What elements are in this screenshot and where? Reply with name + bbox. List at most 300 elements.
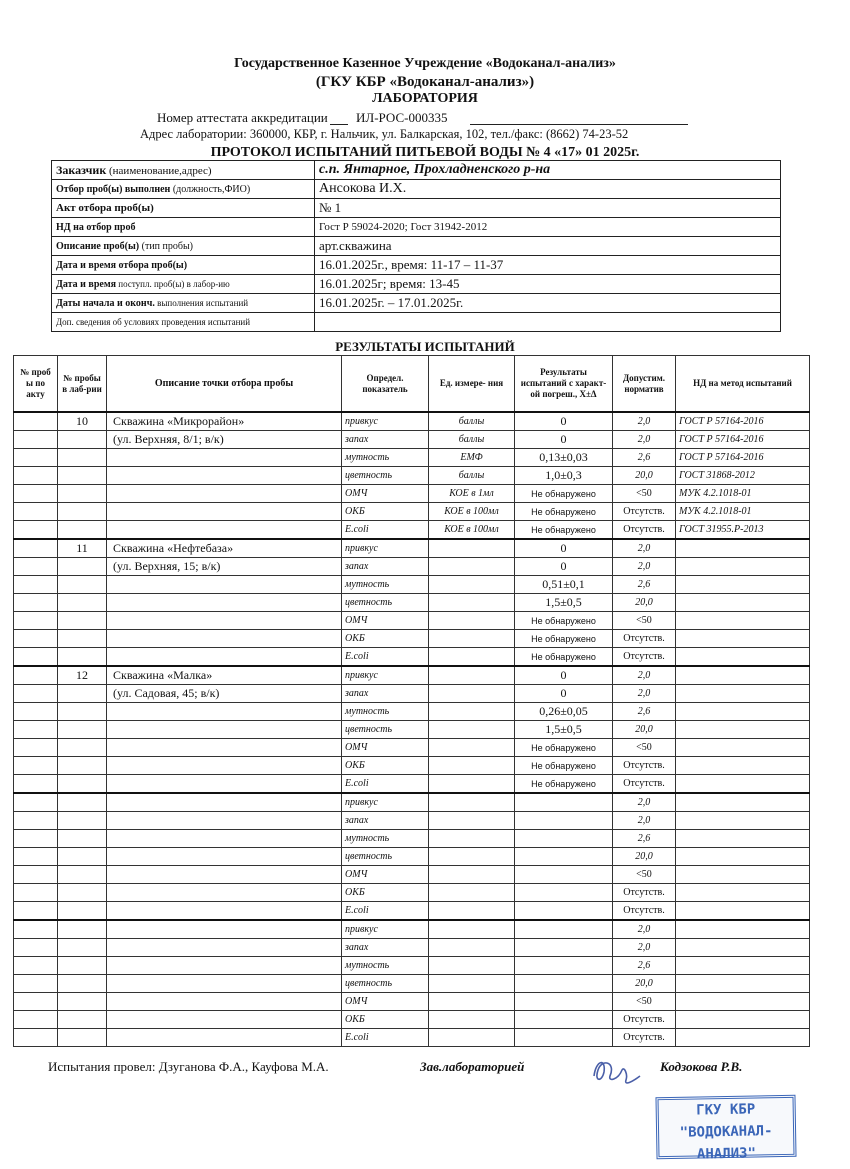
sample-info-table <box>51 160 781 332</box>
cell-indicator: цветность <box>342 594 429 612</box>
info-row-nd <box>52 218 781 237</box>
cell-sampling-point <box>107 975 342 993</box>
cell-sampling-point <box>107 721 342 739</box>
cell-act-number <box>14 775 58 794</box>
cell-unit: КОЕ в 100мл <box>429 521 515 540</box>
cell-unit: баллы <box>429 431 515 449</box>
table-row <box>14 1029 810 1047</box>
cell-result: 0 <box>515 412 613 431</box>
cell-act-number <box>14 685 58 703</box>
conditions-label: Доп. сведения об условиях проведения испытаний <box>52 313 315 332</box>
cell-sampling-point <box>107 703 342 721</box>
cell-indicator: цветность <box>342 721 429 739</box>
cell-lab-number <box>58 939 107 957</box>
cell-sampling-point <box>107 793 342 812</box>
table-row <box>14 902 810 921</box>
results-body <box>14 412 810 1047</box>
cell-lab-number <box>58 775 107 794</box>
cell-indicator: привкус <box>342 793 429 812</box>
table-row <box>14 739 810 757</box>
description-value: арт.скважина <box>315 237 781 256</box>
cell-lab-number <box>58 866 107 884</box>
accreditation-label: Номер аттестата аккредитации <box>157 110 328 125</box>
cell-norm: Отсутств. <box>613 648 676 667</box>
period-value: 16.01.2025г. – 17.01.2025г. <box>315 294 781 313</box>
cell-result <box>515 793 613 812</box>
cell-method <box>676 594 810 612</box>
cell-sampling-point <box>107 775 342 794</box>
stamp-line-1: ГКУ КБР <box>696 1101 756 1119</box>
cell-act-number <box>14 558 58 576</box>
cell-indicator: цветность <box>342 848 429 866</box>
cell-indicator: ОМЧ <box>342 485 429 503</box>
cell-indicator: запах <box>342 939 429 957</box>
table-row <box>14 485 810 503</box>
cell-sampling-point <box>107 920 342 939</box>
cell-unit: баллы <box>429 412 515 431</box>
cell-result: 0 <box>515 431 613 449</box>
cell-sampling-point <box>107 449 342 467</box>
cell-unit <box>429 539 515 558</box>
info-row-period <box>52 294 781 313</box>
cell-unit <box>429 576 515 594</box>
cell-indicator: E.coli <box>342 521 429 540</box>
cell-norm: Отсутств. <box>613 775 676 794</box>
cell-sampling-point <box>107 848 342 866</box>
cell-lab-number <box>58 685 107 703</box>
results-title: РЕЗУЛЬТАТЫ ИСПЫТАНИЙ <box>335 339 515 354</box>
cell-result: Не обнаружено <box>515 739 613 757</box>
cell-indicator: цветность <box>342 975 429 993</box>
table-row <box>14 975 810 993</box>
cell-norm: 20,0 <box>613 467 676 485</box>
cell-result: 1,5±0,5 <box>515 594 613 612</box>
cell-indicator: E.coli <box>342 1029 429 1047</box>
cell-norm: 2,0 <box>613 793 676 812</box>
arrival-label: Дата и время поступл. проб(ы) в лабор-ию <box>52 275 315 294</box>
table-row <box>14 558 810 576</box>
cell-lab-number <box>58 612 107 630</box>
cell-norm: 2,6 <box>613 576 676 594</box>
cell-result <box>515 812 613 830</box>
accreditation-number: ИЛ-РОС-000335 <box>356 110 448 125</box>
cell-unit <box>429 721 515 739</box>
cell-act-number <box>14 612 58 630</box>
cell-indicator: ОМЧ <box>342 866 429 884</box>
cell-act-number <box>14 648 58 667</box>
table-row <box>14 431 810 449</box>
cell-unit <box>429 920 515 939</box>
cell-norm: 20,0 <box>613 975 676 993</box>
table-row <box>14 449 810 467</box>
head-of-lab-name: Кодзокова Р.В. <box>660 1059 743 1074</box>
cell-result: 0 <box>515 539 613 558</box>
cell-sampling-point <box>107 467 342 485</box>
cell-unit: КОЕ в 1мл <box>429 485 515 503</box>
cell-indicator: мутность <box>342 703 429 721</box>
cell-sampling-point <box>107 993 342 1011</box>
sampler-value: Ансокова И.Х. <box>315 180 781 199</box>
protocol-title: ПРОТОКОЛ ИСПЫТАНИЙ ПИТЬЕВОЙ ВОДЫ № 4 «17» 01 2025г. <box>210 145 640 160</box>
cell-result <box>515 957 613 975</box>
cell-method <box>676 721 810 739</box>
cell-act-number <box>14 793 58 812</box>
cell-act-number <box>14 939 58 957</box>
cell-result <box>515 1011 613 1029</box>
info-row-arrival <box>52 275 781 294</box>
cell-unit <box>429 775 515 794</box>
cell-result: Не обнаружено <box>515 757 613 775</box>
cell-lab-number <box>58 884 107 902</box>
cell-indicator: запах <box>342 812 429 830</box>
cell-lab-number <box>58 1029 107 1047</box>
cell-method <box>676 993 810 1011</box>
cell-sampling-point <box>107 884 342 902</box>
cell-indicator: ОМЧ <box>342 612 429 630</box>
cell-method: МУК 4.2.1018-01 <box>676 503 810 521</box>
cell-method <box>676 812 810 830</box>
table-row <box>14 594 810 612</box>
info-row-act <box>52 199 781 218</box>
table-row <box>14 612 810 630</box>
table-row <box>14 830 810 848</box>
cell-method <box>676 1011 810 1029</box>
cell-lab-number <box>58 957 107 975</box>
act-value: № 1 <box>315 199 781 218</box>
cell-lab-number <box>58 830 107 848</box>
col-sample-act-number: № проб ы по акту <box>14 356 58 413</box>
table-row <box>14 812 810 830</box>
cell-unit <box>429 866 515 884</box>
cell-act-number <box>14 431 58 449</box>
cell-unit: КОЕ в 100мл <box>429 503 515 521</box>
cell-result: 0,51±0,1 <box>515 576 613 594</box>
cell-lab-number <box>58 920 107 939</box>
cell-act-number <box>14 830 58 848</box>
cell-lab-number <box>58 630 107 648</box>
signature-icon <box>588 1052 648 1090</box>
cell-norm: <50 <box>613 866 676 884</box>
cell-indicator: мутность <box>342 957 429 975</box>
cell-method: ГОСТ Р 57164-2016 <box>676 412 810 431</box>
cell-lab-number <box>58 594 107 612</box>
cell-result <box>515 975 613 993</box>
cell-sampling-point <box>107 1029 342 1047</box>
cell-lab-number <box>58 993 107 1011</box>
nd-label: НД на отбор проб <box>52 218 315 237</box>
cell-result: Не обнаружено <box>515 521 613 540</box>
cell-indicator: ОКБ <box>342 630 429 648</box>
cell-norm: 2,0 <box>613 666 676 685</box>
cell-norm: 20,0 <box>613 848 676 866</box>
cell-act-number <box>14 848 58 866</box>
cell-sampling-point: Скважина «Малка» <box>107 666 342 685</box>
col-sampling-point: Описание точки отбора пробы <box>107 356 342 413</box>
cell-lab-number <box>58 449 107 467</box>
cell-result: Не обнаружено <box>515 775 613 794</box>
cell-sampling-point <box>107 957 342 975</box>
org-short-name: (ГКУ КБР «Водоканал-анализ») <box>315 74 535 90</box>
cell-lab-number <box>58 558 107 576</box>
cell-indicator: ОКБ <box>342 757 429 775</box>
cell-sampling-point: (ул. Садовая, 45; в/к) <box>107 685 342 703</box>
cell-method <box>676 685 810 703</box>
cell-method <box>676 866 810 884</box>
cell-method <box>676 630 810 648</box>
cell-indicator: E.coli <box>342 902 429 921</box>
cell-indicator: цветность <box>342 467 429 485</box>
table-row <box>14 939 810 957</box>
cell-lab-number <box>58 757 107 775</box>
cell-result: Не обнаружено <box>515 648 613 667</box>
table-row <box>14 920 810 939</box>
cell-indicator: запах <box>342 685 429 703</box>
cell-unit <box>429 975 515 993</box>
table-row <box>14 703 810 721</box>
cell-norm: 20,0 <box>613 721 676 739</box>
cell-indicator: привкус <box>342 539 429 558</box>
col-indicator: Определ. показатель <box>342 356 429 413</box>
cell-method <box>676 848 810 866</box>
head-of-lab-label: Зав.лабораторией <box>420 1059 525 1074</box>
table-row <box>14 957 810 975</box>
cell-unit <box>429 630 515 648</box>
org-name: Государственное Казенное Учреждение «Водоканал-анализ» <box>234 56 616 71</box>
cell-norm: Отсутств. <box>613 757 676 775</box>
cell-norm: Отсутств. <box>613 1029 676 1047</box>
cell-lab-number <box>58 848 107 866</box>
cell-sampling-point <box>107 739 342 757</box>
cell-act-number <box>14 412 58 431</box>
cell-sampling-point <box>107 902 342 921</box>
cell-method <box>676 666 810 685</box>
cell-indicator: ОМЧ <box>342 993 429 1011</box>
cell-act-number <box>14 721 58 739</box>
cell-act-number <box>14 812 58 830</box>
cell-unit: баллы <box>429 467 515 485</box>
cell-result: 0,13±0,03 <box>515 449 613 467</box>
cell-act-number <box>14 576 58 594</box>
cell-method: ГОСТ Р 57164-2016 <box>676 449 810 467</box>
table-row <box>14 685 810 703</box>
description-label: Описание проб(ы) (тип пробы) <box>52 237 315 256</box>
table-row <box>14 848 810 866</box>
cell-unit <box>429 848 515 866</box>
cell-unit <box>429 558 515 576</box>
cell-unit <box>429 612 515 630</box>
col-sample-lab-number: № пробы в лаб-рии <box>58 356 107 413</box>
cell-sampling-point <box>107 521 342 540</box>
cell-act-number <box>14 630 58 648</box>
datetime-label: Дата и время отбора проб(ы) <box>52 256 315 275</box>
cell-norm: <50 <box>613 612 676 630</box>
cell-act-number <box>14 503 58 521</box>
cell-lab-number <box>58 739 107 757</box>
cell-method <box>676 612 810 630</box>
cell-norm: Отсутств. <box>613 902 676 921</box>
cell-unit <box>429 685 515 703</box>
cell-norm: 2,0 <box>613 920 676 939</box>
cell-sampling-point: (ул. Верхняя, 8/1; в/к) <box>107 431 342 449</box>
cell-result <box>515 866 613 884</box>
cell-lab-number <box>58 648 107 667</box>
cell-sampling-point <box>107 630 342 648</box>
table-row <box>14 521 810 540</box>
cell-unit <box>429 666 515 685</box>
cell-indicator: ОМЧ <box>342 739 429 757</box>
cell-method <box>676 757 810 775</box>
cell-lab-number <box>58 431 107 449</box>
cell-lab-number <box>58 576 107 594</box>
cell-lab-number <box>58 521 107 540</box>
cell-method <box>676 957 810 975</box>
cell-method <box>676 558 810 576</box>
table-row <box>14 884 810 902</box>
cell-lab-number: 10 <box>58 412 107 431</box>
cell-act-number <box>14 485 58 503</box>
cell-method <box>676 1029 810 1047</box>
cell-act-number <box>14 975 58 993</box>
cell-sampling-point: (ул. Верхняя, 15; в/к) <box>107 558 342 576</box>
cell-indicator: E.coli <box>342 775 429 794</box>
table-row <box>14 503 810 521</box>
cell-method <box>676 576 810 594</box>
lab-title: ЛАБОРАТОРИЯ <box>372 91 478 106</box>
cell-method <box>676 884 810 902</box>
cell-norm: 2,6 <box>613 957 676 975</box>
cell-result: 1,5±0,5 <box>515 721 613 739</box>
cell-lab-number <box>58 503 107 521</box>
cell-lab-number <box>58 721 107 739</box>
cell-norm: 2,0 <box>613 431 676 449</box>
cell-lab-number: 12 <box>58 666 107 685</box>
cell-sampling-point <box>107 594 342 612</box>
cell-sampling-point <box>107 503 342 521</box>
customer-value: с.п. Янтарное, Прохладненского р-на <box>315 161 781 180</box>
cell-unit <box>429 739 515 757</box>
cell-method <box>676 920 810 939</box>
cell-unit <box>429 1029 515 1047</box>
cell-method: ГОСТ 31868-2012 <box>676 467 810 485</box>
cell-act-number <box>14 757 58 775</box>
cell-norm: 2,0 <box>613 685 676 703</box>
cell-act-number <box>14 902 58 921</box>
cell-unit <box>429 703 515 721</box>
cell-result: Не обнаружено <box>515 485 613 503</box>
cell-indicator: ОКБ <box>342 884 429 902</box>
cell-indicator: привкус <box>342 412 429 431</box>
table-row <box>14 721 810 739</box>
cell-norm: 2,0 <box>613 939 676 957</box>
col-result: Результаты испытаний с характ-ой погреш., Х±Δ <box>515 356 613 413</box>
cell-method: ГОСТ Р 57164-2016 <box>676 431 810 449</box>
table-row <box>14 648 810 667</box>
cell-act-number <box>14 449 58 467</box>
cell-norm: 2,0 <box>613 812 676 830</box>
table-row <box>14 793 810 812</box>
cell-norm: 2,6 <box>613 703 676 721</box>
cell-act-number <box>14 666 58 685</box>
cell-sampling-point <box>107 485 342 503</box>
cell-act-number <box>14 993 58 1011</box>
table-row <box>14 1011 810 1029</box>
table-row <box>14 866 810 884</box>
period-label: Даты начала и оконч. выполнения испытаний <box>52 294 315 313</box>
cell-method <box>676 775 810 794</box>
cell-unit <box>429 957 515 975</box>
arrival-value: 16.01.2025г; время: 13-45 <box>315 275 781 294</box>
cell-act-number <box>14 1029 58 1047</box>
cell-act-number <box>14 594 58 612</box>
cell-sampling-point <box>107 830 342 848</box>
cell-act-number <box>14 521 58 540</box>
cell-result: 0 <box>515 558 613 576</box>
cell-indicator: привкус <box>342 920 429 939</box>
info-row-description <box>52 237 781 256</box>
cell-unit <box>429 757 515 775</box>
cell-indicator: E.coli <box>342 648 429 667</box>
cell-act-number <box>14 884 58 902</box>
cell-lab-number <box>58 902 107 921</box>
cell-norm: 2,0 <box>613 412 676 431</box>
cell-method <box>676 648 810 667</box>
cell-unit <box>429 594 515 612</box>
cell-norm: 2,6 <box>613 449 676 467</box>
cell-method <box>676 739 810 757</box>
cell-norm: 2,6 <box>613 830 676 848</box>
cell-result: 0,26±0,05 <box>515 703 613 721</box>
cell-method <box>676 539 810 558</box>
cell-norm: 2,0 <box>613 558 676 576</box>
cell-lab-number <box>58 1011 107 1029</box>
cell-act-number <box>14 920 58 939</box>
cell-method <box>676 793 810 812</box>
info-row-sampler <box>52 180 781 199</box>
cell-norm: <50 <box>613 485 676 503</box>
table-row <box>14 576 810 594</box>
cell-norm: <50 <box>613 739 676 757</box>
lab-address: Адрес лаборатории: 360000, КБР, г. Нальчик, ул. Балкарская, 102, тел./факс: (8662) 74-23-52 <box>140 127 629 141</box>
cell-unit <box>429 993 515 1011</box>
tested-by: Испытания провел: Дзуганова Ф.А., Кауфова М.А. <box>48 1059 329 1074</box>
cell-method <box>676 703 810 721</box>
cell-unit <box>429 939 515 957</box>
table-row <box>14 630 810 648</box>
cell-result <box>515 920 613 939</box>
cell-unit <box>429 793 515 812</box>
info-row-customer <box>52 161 781 180</box>
cell-act-number <box>14 467 58 485</box>
cell-method <box>676 902 810 921</box>
cell-sampling-point <box>107 939 342 957</box>
cell-sampling-point <box>107 757 342 775</box>
cell-result: 0 <box>515 666 613 685</box>
cell-result <box>515 902 613 921</box>
cell-sampling-point <box>107 648 342 667</box>
cell-sampling-point <box>107 866 342 884</box>
accreditation-underline-short <box>330 124 348 125</box>
cell-lab-number <box>58 975 107 993</box>
table-row <box>14 467 810 485</box>
table-row <box>14 775 810 794</box>
cell-unit <box>429 812 515 830</box>
cell-result: Не обнаружено <box>515 503 613 521</box>
cell-unit: ЕМФ <box>429 449 515 467</box>
table-row <box>14 412 810 431</box>
cell-indicator: привкус <box>342 666 429 685</box>
cell-sampling-point <box>107 812 342 830</box>
info-row-datetime <box>52 256 781 275</box>
